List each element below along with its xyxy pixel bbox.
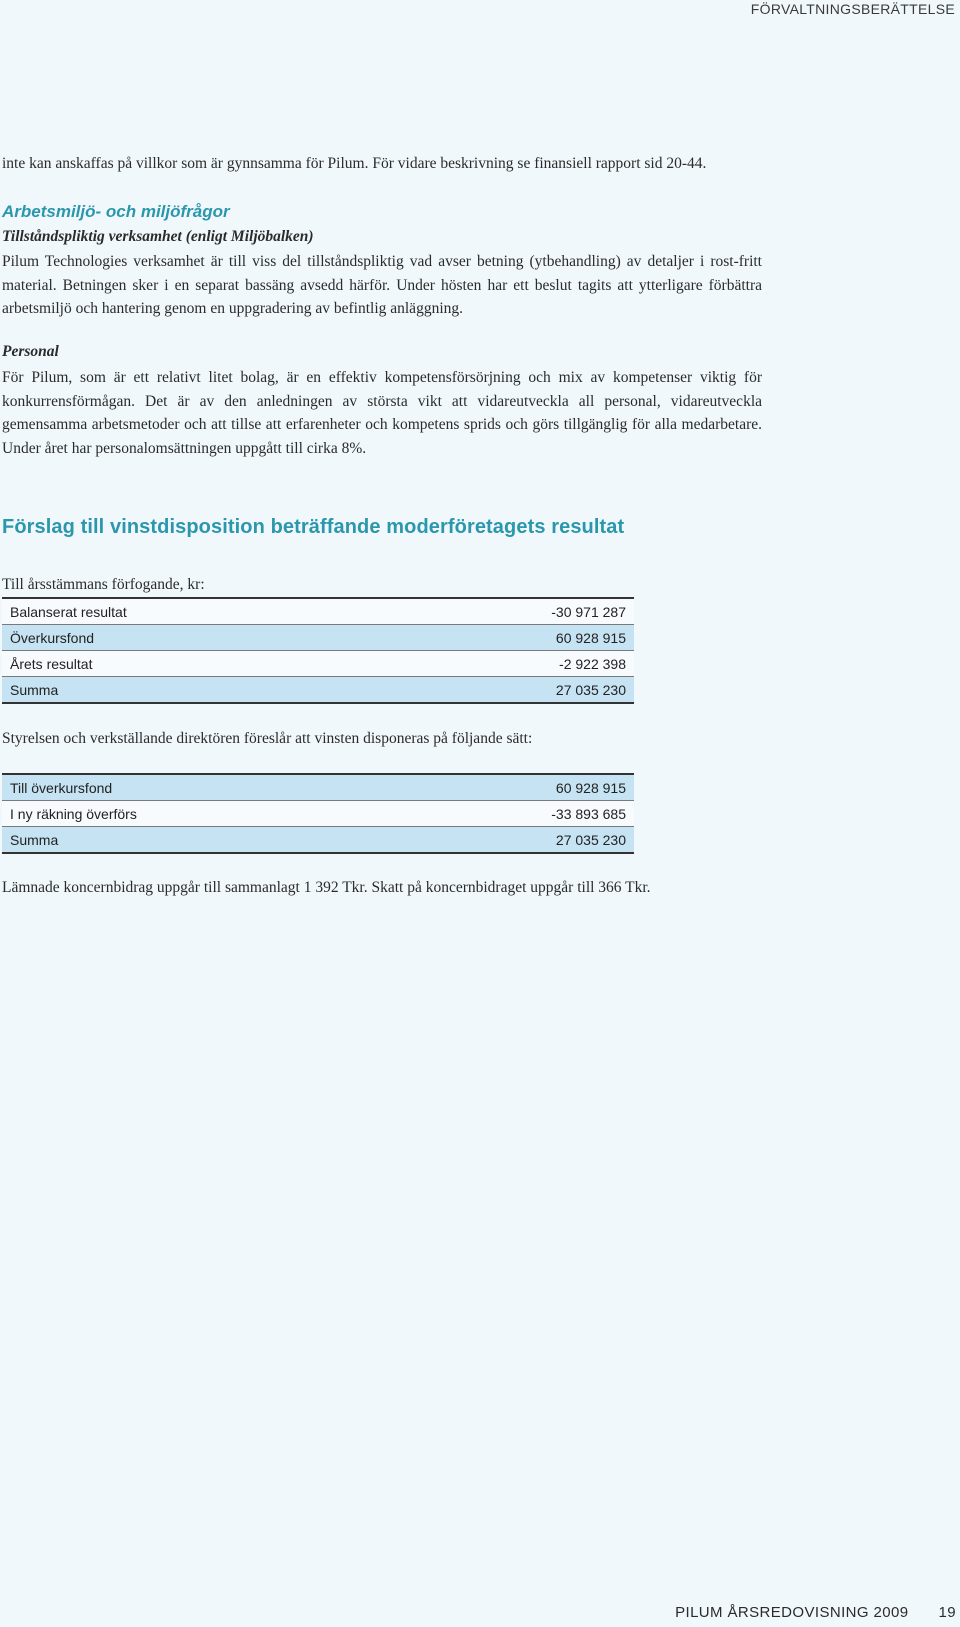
table-row xyxy=(2,774,634,801)
row-value: 27 035 230 xyxy=(388,827,634,854)
row-label: Årets resultat xyxy=(2,651,377,677)
row-value: 27 035 230 xyxy=(377,677,634,704)
row-value: -2 922 398 xyxy=(377,651,634,677)
row-value: 60 928 915 xyxy=(377,625,634,651)
personnel-paragraph: För Pilum, som är ett relativt litet bolag, är en effektiv kompetensförsörjning och mix av kompetenser viktig för konkurrensförmågan. Det är av den anledningen av största vikt att vidareutveckla all personal, vidareutveckla gemensamma arbetsmetoder och att tillse att erfarenheter och kompetens sprids och görs tillgänglig för alla medarbetare. Under året har personalomsättningen uppgått till cirka 8%. xyxy=(2,369,762,457)
table-row xyxy=(2,598,634,625)
row-label: Till överkursfond xyxy=(2,774,388,801)
row-label: Balanserat resultat xyxy=(2,598,377,625)
row-label: Överkursfond xyxy=(2,625,377,651)
proposal-heading: Förslag till vinstdisposition beträffande moderföretagets resultat xyxy=(2,516,625,538)
table-row xyxy=(2,625,634,651)
publication-title: PILUM ÅRSREDOVISNING 2009 xyxy=(675,1604,909,1621)
available-funds-label: Till årsstämmans förfogande, kr: xyxy=(2,576,205,593)
group-contribution-text: Lämnade koncernbidrag uppgår till sammanlagt 1 392 Tkr. Skatt på koncernbidraget uppgår till 366 Tkr. xyxy=(2,879,651,896)
environment-subheading: Tillståndspliktig verksamhet (enligt Miljöbalken) xyxy=(2,228,314,245)
environment-paragraph: Pilum Technologies verksamhet är till viss del tillståndspliktig vad avser betning (ytbehandling) av detaljer i rost-fritt material. Betningen sker i en separat bassäng avsedd härför. Under hösten har ett beslut tagits att ytterligare förbättra arbetsmiljö och hantering genom en uppgradering av befintlig anläggning. xyxy=(2,253,762,317)
table-row-total xyxy=(2,677,634,704)
personnel-subheading: Personal xyxy=(2,343,59,360)
table-row xyxy=(2,801,634,827)
row-value: 60 928 915 xyxy=(388,774,634,801)
running-title: FÖRVALTNINGSBERÄTTELSE xyxy=(750,1,955,17)
table-row xyxy=(2,651,634,677)
row-value: -33 893 685 xyxy=(388,801,634,827)
available-funds-table xyxy=(2,597,634,704)
disposition-table xyxy=(2,773,634,854)
table-row-total xyxy=(2,827,634,854)
page-number: 19 xyxy=(938,1604,956,1621)
row-label: Summa xyxy=(2,677,377,704)
page-footer xyxy=(675,1604,956,1621)
row-value: -30 971 287 xyxy=(377,598,634,625)
board-proposal-text: Styrelsen och verkställande direktören föreslår att vinsten disponeras på följande sätt: xyxy=(2,730,533,747)
row-label: I ny räkning överförs xyxy=(2,801,388,827)
environment-heading: Arbetsmiljö- och miljöfrågor xyxy=(2,202,230,221)
intro-paragraph: inte kan anskaffas på villkor som är gynnsamma för Pilum. För vidare beskrivning se finansiell rapport sid 20-44. xyxy=(2,155,707,172)
row-label: Summa xyxy=(2,827,388,854)
